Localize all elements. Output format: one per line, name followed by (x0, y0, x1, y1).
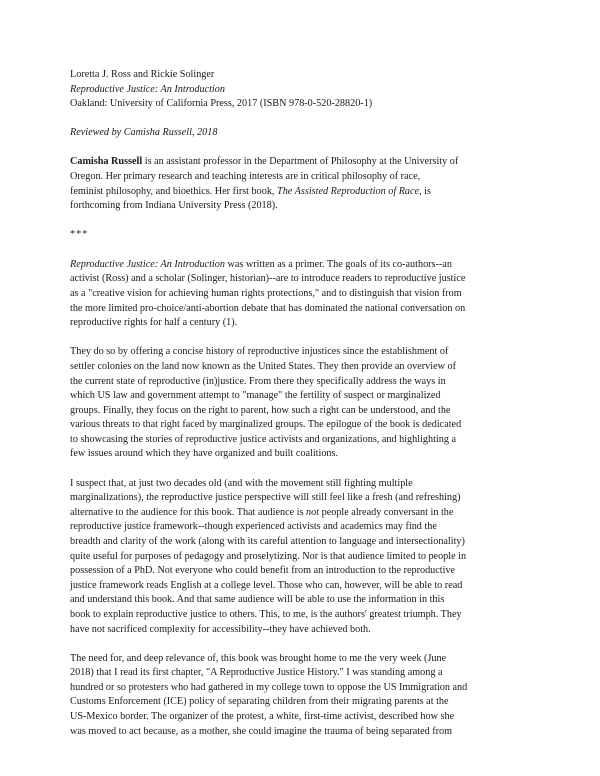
p3-line-4: reproductive justice framework--though experienced activists and academics may find the (70, 521, 437, 533)
p2-line: settler colonies on the land now known as the United States. They then provide an overview of (70, 360, 456, 372)
paragraph-3 (70, 477, 540, 638)
p3-line-9: and understand this book. And that same audience will be able to use the information in this (70, 594, 445, 606)
bio-line-4: forthcoming from Indiana University Press (2018). (70, 200, 278, 212)
p4-line: The need for, and deep relevance of, this book was brought home to me the very week (June (70, 652, 447, 664)
p1-line-1: was written as a primer. The goals of its co-authors--an (224, 258, 452, 270)
p2-line: few issues around which they have organized and built coalitions. (70, 448, 339, 460)
paragraph-4 (70, 652, 540, 740)
p3-emphasis: not (306, 506, 320, 518)
p4-line: 2018) that I read its first chapter, "A Reproductive Justice History." I was standing among a (70, 667, 443, 679)
bio-line-3b: , is (419, 185, 431, 197)
p2-line: They do so by offering a concise history of reproductive injustices since the establishment of (70, 346, 449, 358)
bio-line-1: is an assistant professor in the Department of Philosophy at the University of (142, 156, 459, 168)
section-separator: *** (70, 229, 89, 241)
reviewer-bio (70, 155, 540, 213)
p1-line-5: reproductive rights for half a century (1). (70, 317, 238, 329)
book-publisher: Oakland: University of California Press, 2017 (ISBN 978-0-520-28820-1) (70, 98, 373, 110)
p3-line-6: quite useful for purposes of pedagogy and proselytizing. Nor is that audience limited to people in (70, 550, 467, 562)
p3-line-10: book to explain reproductive justice to others. This, to me, is the authors' greatest triumph. They (70, 608, 462, 620)
reviewer-line: Reviewed by Camisha Russell, 2018 (70, 127, 218, 139)
p1-line-2: activist (Ross) and a scholar (Solinger, historian)--are to introduce readers to reproductive justice (70, 273, 466, 285)
book-authors: Loretta J. Ross and Rickie Solinger (70, 69, 215, 80)
p2-line: groups. Finally, they focus on the right to parent, how such a right can be understood, and the (70, 404, 451, 416)
p4-line: US-Mexico border. The organizer of the protest, a white, first-time activist, described how she (70, 710, 455, 722)
p3-line-1: I suspect that, at just two decades old (and with the movement still fighting multiple (70, 477, 413, 489)
p3-line-5: breadth and clarity of the work (along with its careful attention to language and intersectionality) (70, 535, 465, 547)
p3-line-8: justice framework reads English at a college level. Those who can, however, will be able to read (70, 579, 463, 591)
p3-line-7: possession of a PhD. Not everyone who could benefit from an introduction to the reproductive (70, 565, 456, 577)
paragraph-2 (70, 345, 540, 462)
p4-line: was moved to act because, as a mother, she could imagine the trauma of being separated from (70, 725, 453, 737)
reviewer-book-title: The Assisted Reproduction of Race (277, 185, 420, 197)
bio-line-2: Oregon. Her primary research and teaching interests are in critical philosophy of race, (70, 170, 421, 182)
p3-line-11: have not sacrificed complexity for accessibility--they have achieved both. (70, 623, 371, 635)
p1-book-title: Reproductive Justice: An Introduction (70, 258, 225, 270)
p3-line-2: marginalizations), the reproductive justice perspective will still feel like a fresh (and refreshing) (70, 492, 461, 504)
book-citation (70, 68, 540, 112)
p2-line: to showcasing the stories of reproductive justice activists and organizations, and highlighting a (70, 433, 457, 445)
p2-line: various threats to that right faced by marginalized groups. The epilogue of the book is dedicated (70, 419, 462, 431)
p3-line-3b: people already conversant in the (319, 506, 454, 518)
paragraph-1 (70, 258, 540, 331)
book-title: Reproductive Justice: An Introduction (70, 83, 225, 95)
bio-line-3a: feminist philosophy, and bioethics. Her first book, (70, 185, 278, 197)
p4-line: Customs Enforcement (ICE) policy of separating children from their migrating parents at the (70, 696, 449, 708)
reviewer-name: Camisha Russell (70, 156, 143, 168)
p4-line: hundred or so protesters who had gathered in my college town to oppose the US Immigration and (70, 681, 468, 693)
p2-line: the current state of reproductive (in)justice. From there they specifically address the ways in (70, 375, 446, 387)
p2-line: which US law and government attempt to "manage" the fertility of suspect or marginalized (70, 390, 441, 402)
p3-line-3a: alternative to the audience for this book. That audience is (70, 506, 307, 518)
p1-line-4: the more limited pro-choice/anti-abortion debate that has dominated the national conversation on (70, 302, 466, 314)
p1-line-3: as a "creative vision for achieving human rights protections," and to distinguish that vision from (70, 288, 462, 300)
